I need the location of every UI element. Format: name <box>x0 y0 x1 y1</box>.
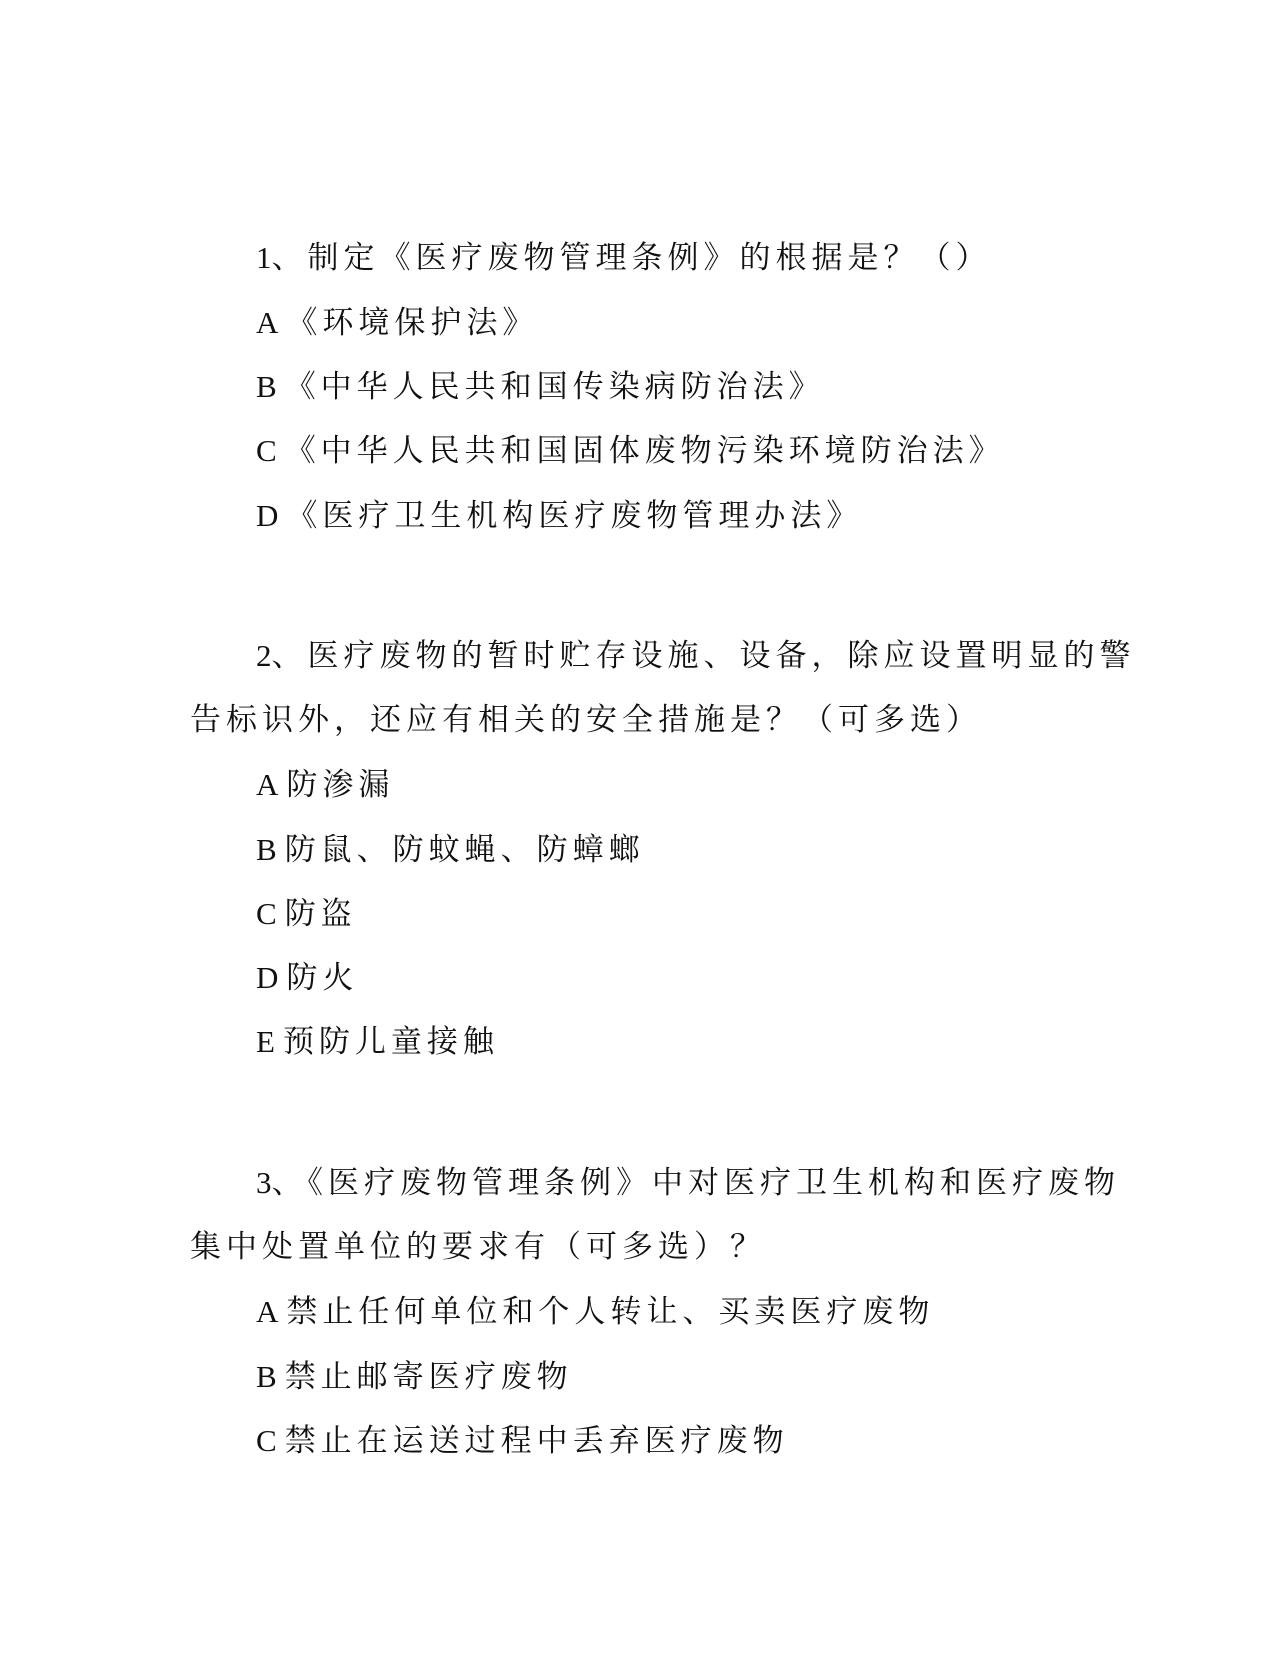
question-3-option-b: B 禁止邮寄医疗废物 <box>256 1359 573 1395</box>
question-3-text: 3、《医疗废物管理条例》中对医疗卫生机构和医疗废物 <box>256 1165 1120 1201</box>
question-2-option-d: D 防火 <box>256 960 359 996</box>
question-1-option-d: D 《医疗卫生机构医疗废物管理办法》 <box>256 498 863 534</box>
question-2-text-continued: 告标识外，还应有相关的安全措施是？（可多选） <box>190 702 982 738</box>
question-1-option-b: B 《中华人民共和国传染病防治法》 <box>256 369 825 405</box>
question-2-option-b: B 防鼠、防蚊蝇、防蟑螂 <box>256 832 645 868</box>
question-2-text: 2、医疗废物的暂时贮存设施、设备，除应设置明显的警 <box>256 638 1136 674</box>
question-2-option-a: A 防渗漏 <box>256 767 395 803</box>
question-3-text-continued: 集中处置单位的要求有（可多选）？ <box>190 1229 766 1265</box>
question-1-text: 1、制定《医疗废物管理条例》的根据是？（） <box>256 240 992 276</box>
question-2-option-e: E 预防儿童接触 <box>256 1024 499 1060</box>
question-2-option-c: C 防盗 <box>256 896 357 932</box>
question-1-option-a: A 《环境保护法》 <box>256 305 539 341</box>
question-3-option-a: A 禁止任何单位和个人转让、买卖医疗废物 <box>256 1294 935 1330</box>
question-1-option-c: C 《中华人民共和国固体废物污染环境防治法》 <box>256 433 1005 469</box>
question-3-option-c: C 禁止在运送过程中丢弃医疗废物 <box>256 1423 789 1459</box>
